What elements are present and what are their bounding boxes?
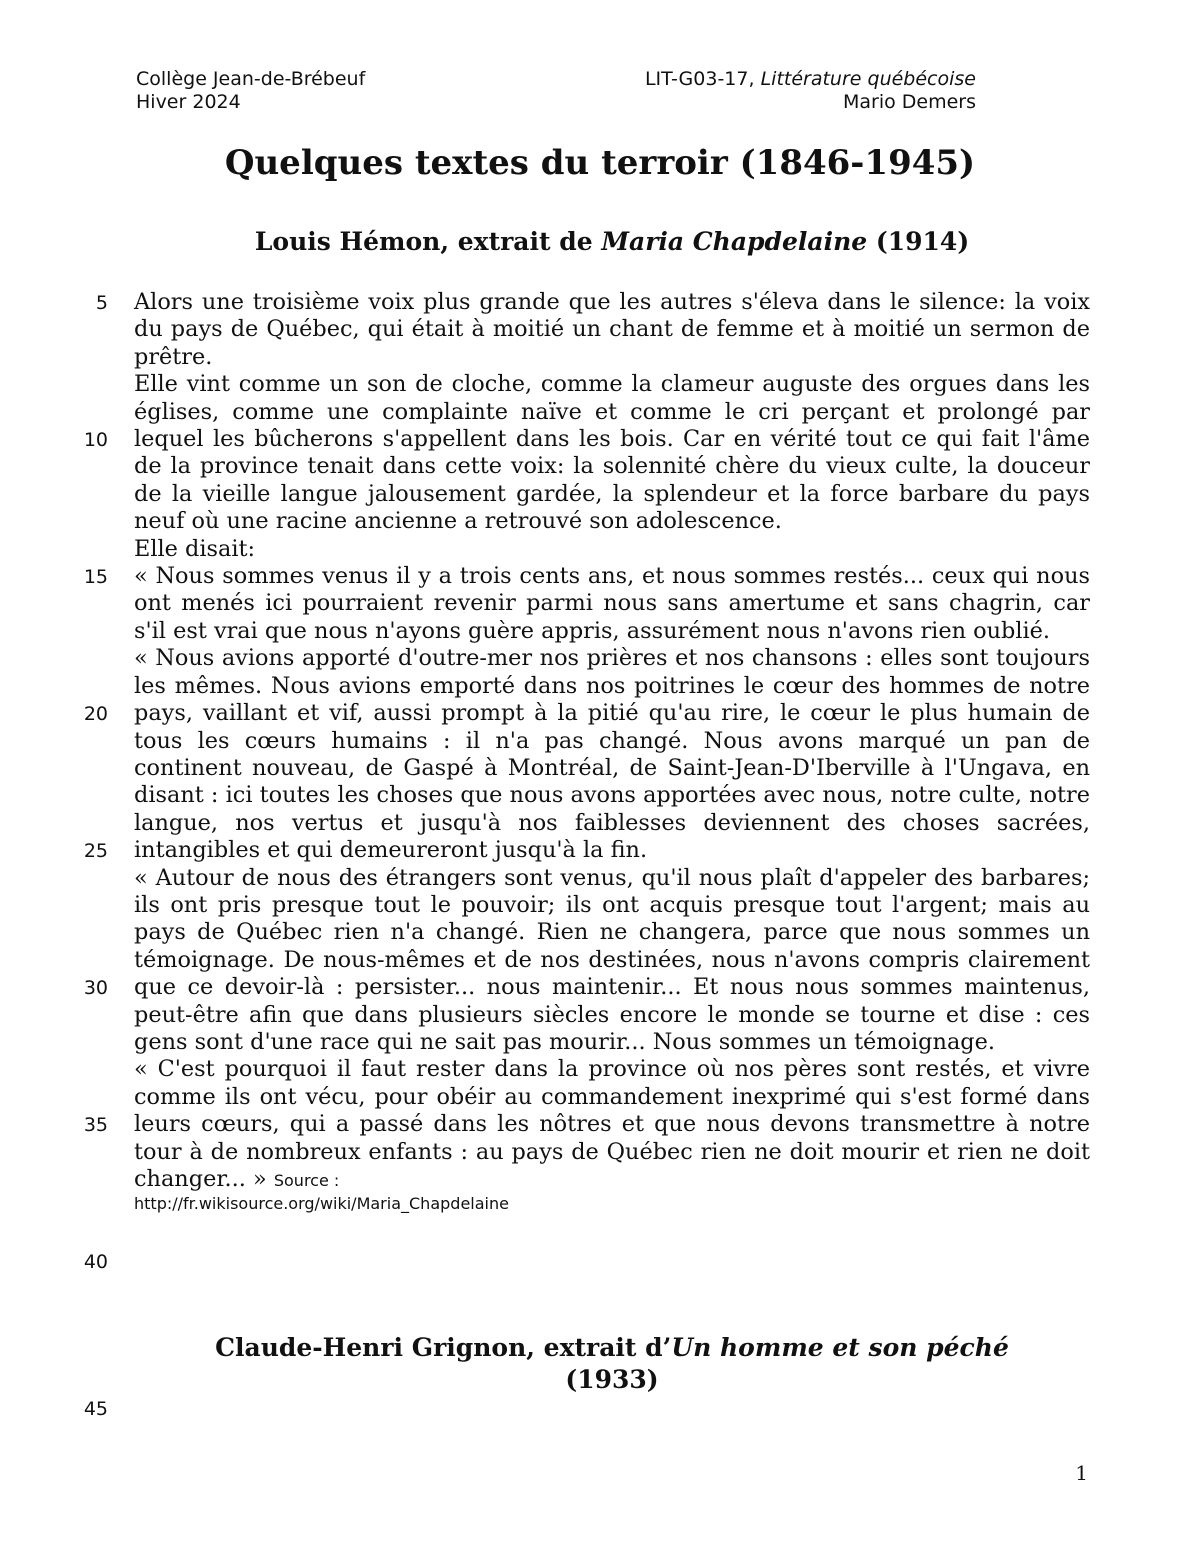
paragraph-last bbox=[134, 1056, 1090, 1194]
section2-year: (1933) bbox=[565, 1365, 659, 1394]
line-number: 5 bbox=[95, 292, 108, 314]
section1-heading bbox=[136, 226, 1088, 258]
line-number: 30 bbox=[83, 977, 108, 999]
course-title: Littérature québécoise bbox=[760, 68, 976, 90]
course-code: LIT-G03-17, bbox=[644, 68, 755, 90]
line-number: 35 bbox=[83, 1114, 108, 1136]
paragraph: Elle vint comme un son de cloche, comme la clameur auguste des orgues dans les églises, comme une complainte naïve et comme le cri perçant et prolongé par lequel les bûcherons s'appellent dans les bois. Car en vérité tout ce qui fait l'âme de la province tenait dans cette voix: la solennité chère du vieux culte, la douceur de la vieille langue jalousement gardée, la splendeur et la force barbare du pays neuf où une racine ancienne a retrouvé son adolescence. bbox=[134, 371, 1090, 535]
paragraph: Alors une troisième voix plus grande que les autres s'éleva dans le silence: la voix du pays de Québec, qui était à moitié un chant de femme et à moitié un sermon de prêtre. bbox=[134, 289, 1090, 370]
paragraph: « Nous sommes venus il y a trois cents ans, et nous sommes restés... ceux qui nous ont menés ici pourraient revenir parmi nous sans amertume et sans chagrin, car s'il est vrai que nous n'ayons guère appris, assurément nous n'avons rien oublié. bbox=[134, 563, 1090, 644]
page-number: 1 bbox=[1075, 1461, 1088, 1485]
line-number: 15 bbox=[83, 566, 108, 588]
teacher-name: Mario Demers bbox=[842, 91, 976, 113]
section1-work: Maria Chapdelaine bbox=[601, 227, 868, 256]
paragraph: « Nous avions apporté d'outre-mer nos prières et nos chansons : elles sont toujours les mêmes. Nous avions emporté dans nos poitrines le cœur des hommes de notre pays, vaillant et vif, aussi prompt à la pitié qu'au rire, le cœur le plus humain de tous les cœurs humains : il n'a pas changé. Nous avons marqué un pan de continent nouveau, de Gaspé à Montréal, de Saint-Jean-D'Iberville à l'Ungava, en disant : ici toutes les choses que nous avons apportées avec nous, notre culte, notre langue, nos vertus et jusqu'à nos faiblesses deviennent des choses sacrées, intangibles et qui demeureront jusqu'à la fin. bbox=[134, 645, 1090, 864]
header-right bbox=[645, 68, 976, 114]
section1-year: (1914) bbox=[875, 227, 970, 256]
document-title: Quelques textes du terroir (1846-1945) bbox=[224, 143, 976, 183]
session: Hiver 2024 bbox=[136, 91, 241, 113]
source-link[interactable]: http://fr.wikisource.org/wiki/Maria_Chapdelaine bbox=[134, 1194, 509, 1214]
course-line bbox=[645, 68, 976, 91]
section2-heading bbox=[136, 1332, 1088, 1396]
paragraph: Elle disait: bbox=[134, 535, 256, 562]
section1-author: Louis Hémon, extrait de bbox=[254, 227, 593, 256]
line-number: 10 bbox=[83, 429, 108, 451]
paragraph: « C'est pourquoi il faut rester dans la province où nos pères sont restés, et vivre comme ils ont vécu, pour obéir au commandement inexprimé qui s'est formé dans leurs cœurs, qui a passé dans les nôtres et que nous devons transmettre à notre tour à de nombreux enfants : au pays de Québec rien ne doit mourir et rien ne doit changer... » bbox=[134, 1056, 1090, 1192]
line-number: 25 bbox=[83, 840, 108, 862]
line-number: 45 bbox=[83, 1398, 108, 1420]
section2-work: Un homme et son péché bbox=[671, 1333, 1009, 1362]
paragraph: « Autour de nous des étrangers sont venus, qu'il nous plaît d'appeler des barbares; ils ont pris presque tout le pouvoir; ils ont acquis presque tout l'argent; mais au pays de Québec rien n'a changé. Rien ne changera, parce que nous sommes un témoignage. De nous-mêmes et de nos destinées, nous n'avons compris clairement que ce devoir-là : persister... nous maintenir... Et nous nous sommes maintenus, peut-être afin que dans plusieurs siècles encore le monde se tourne et dise : ces gens sont d'une race qui ne sait pas mourir... Nous sommes un témoignage. bbox=[134, 864, 1090, 1055]
college-name: Collège Jean-de-Brébeuf bbox=[136, 68, 366, 90]
section2-author: Claude-Henri Grignon, extrait d’ bbox=[215, 1333, 672, 1362]
line-number: 20 bbox=[83, 703, 108, 725]
excerpt-text bbox=[134, 289, 1090, 1214]
line-number: 40 bbox=[83, 1251, 108, 1273]
header-left bbox=[136, 68, 365, 114]
source-label: Source : bbox=[273, 1171, 340, 1190]
